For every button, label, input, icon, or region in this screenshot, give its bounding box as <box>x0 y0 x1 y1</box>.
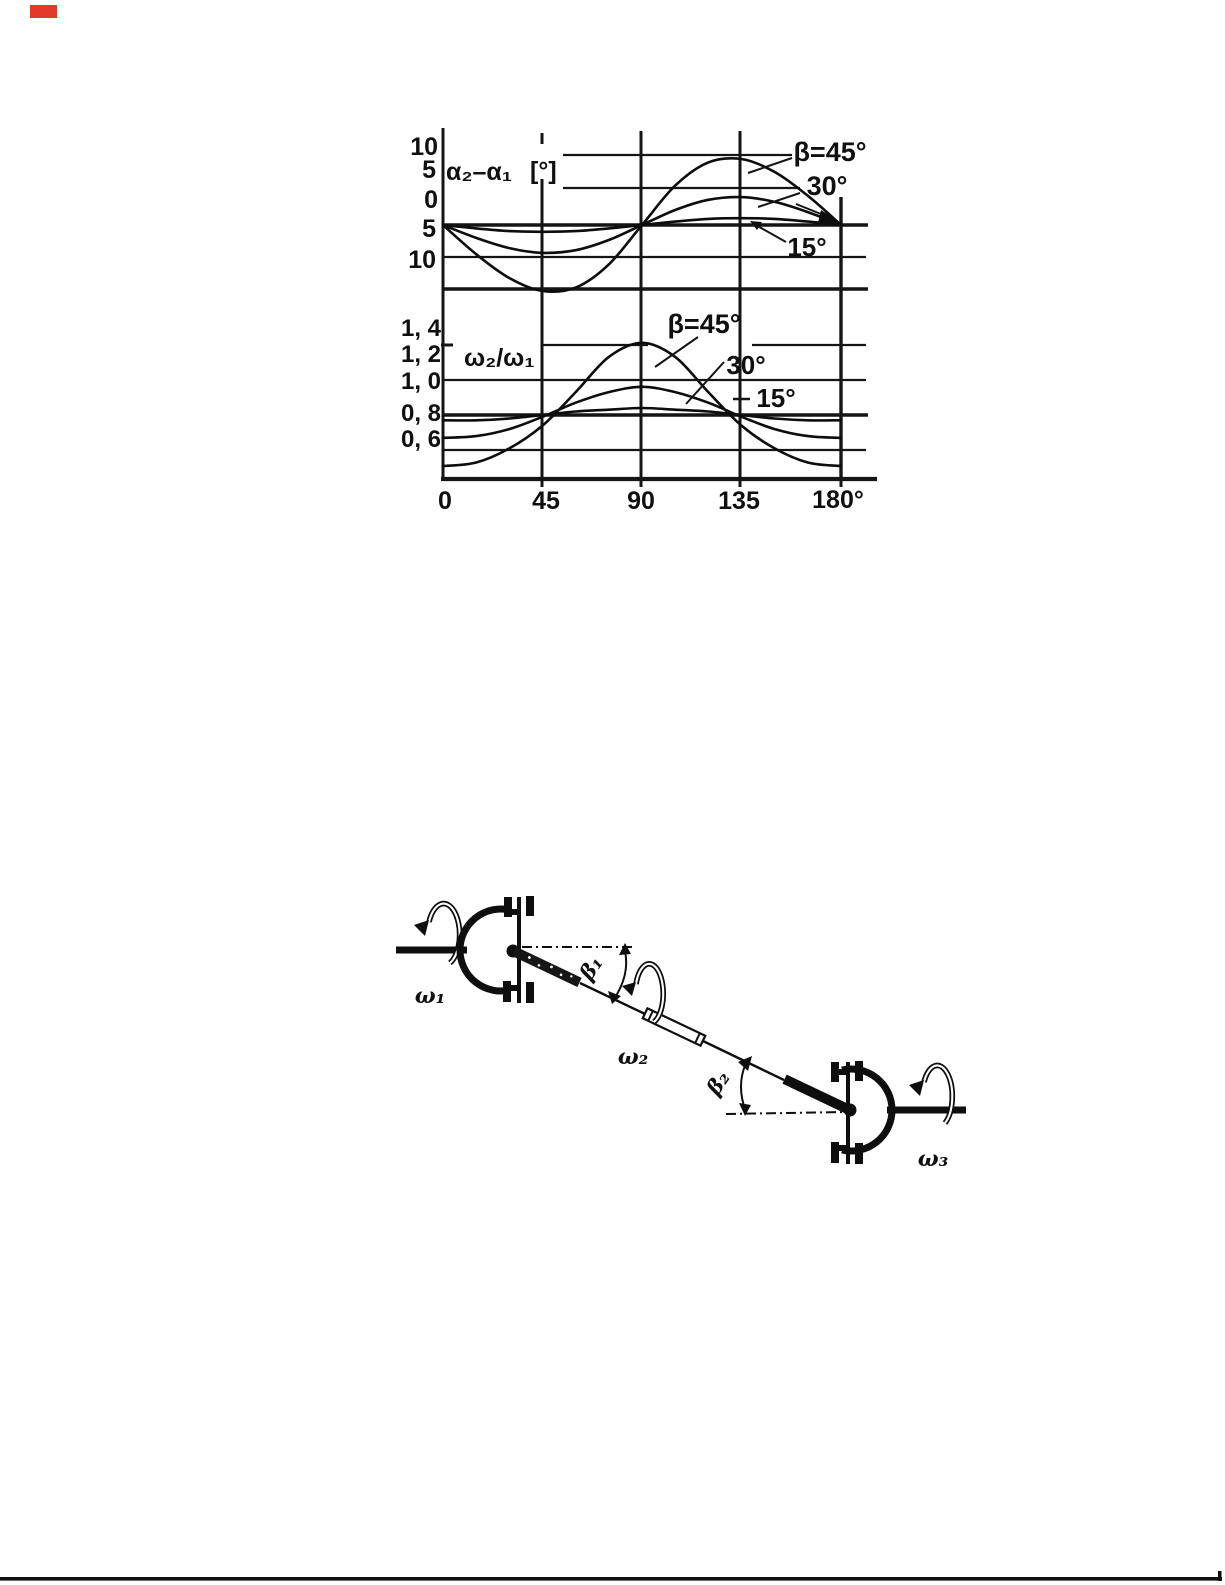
xtick-0: 0 <box>438 487 452 515</box>
ytick-top-5m: 5 <box>422 215 436 243</box>
left-yoke-arc <box>460 909 510 991</box>
ytick-top-5p: 5 <box>422 156 436 184</box>
top-axis-label: α₂–α₁ <box>446 158 513 186</box>
omega1-label: ω₁ <box>414 983 446 1009</box>
label-top-beta30: 30° <box>806 171 848 201</box>
xtick-90: 90 <box>627 487 655 515</box>
beta1-annotation <box>522 943 632 1004</box>
left-flange-bar <box>526 982 534 1003</box>
arrowhead-top-right <box>818 210 843 224</box>
footer-scan-bar <box>0 1571 1222 1581</box>
leader-bot-45 <box>655 337 698 367</box>
ytick-bot-14: 1, 4 <box>400 315 441 342</box>
beta2-annotation <box>700 1056 846 1116</box>
left-flange-bar <box>504 897 512 917</box>
splined-section <box>512 947 581 987</box>
left-flange-bar <box>503 981 511 1002</box>
ytick-bot-08: 0, 8 <box>400 400 441 427</box>
cardan-kinematics-chart <box>401 128 877 515</box>
xtick-45: 45 <box>532 487 560 515</box>
right-flange-bar <box>831 1062 839 1082</box>
beta1-arrow-up <box>619 943 631 955</box>
right-flange-bar <box>855 1143 863 1164</box>
label-bot-beta45: β=45° <box>667 309 741 339</box>
beta2-label: β₂ <box>700 1066 735 1100</box>
ytick-bot-06: 0, 6 <box>400 426 441 453</box>
leader-bot-30 <box>686 362 724 404</box>
label-top-beta45: β=45° <box>793 137 867 167</box>
label-top-beta15: 15° <box>787 232 827 262</box>
top-axis-unit: [°] <box>530 157 557 185</box>
ytick-top-10m: 10 <box>408 246 436 274</box>
beta1-arc <box>614 951 626 999</box>
beta1-label: β₁ <box>573 951 608 985</box>
xtick-180: 180° <box>812 486 864 514</box>
ytick-bot-12: 1, 2 <box>400 341 441 368</box>
label-bot-beta30: 30° <box>726 350 766 380</box>
right-flange-bar <box>855 1061 863 1081</box>
right-joint-cross <box>844 1104 857 1117</box>
left-universal-joint <box>460 896 534 1003</box>
label-bot-beta15: 15° <box>756 383 796 413</box>
ytick-bot-10: 1, 0 <box>400 368 441 395</box>
right-flange-bar <box>831 1142 839 1163</box>
slip-sleeve <box>643 1008 706 1045</box>
bottom-axis-label: ω₂/ω₁ <box>464 344 535 372</box>
ytick-top-10p: 10 <box>410 133 438 161</box>
omega1-rotation-icon <box>414 904 460 963</box>
red-scan-mark <box>30 5 57 18</box>
intermediate-shaft <box>512 947 853 1115</box>
solid-section <box>782 1075 853 1116</box>
cardan-shaft-diagram <box>396 896 966 1172</box>
omega2-label: ω₂ <box>617 1044 649 1070</box>
xtick-135: 135 <box>718 487 760 515</box>
left-flange-bar <box>526 896 534 916</box>
ytick-top-0: 0 <box>424 186 438 214</box>
omega3-rotation-icon <box>909 1065 952 1123</box>
omega3-label: ω₃ <box>917 1146 949 1172</box>
